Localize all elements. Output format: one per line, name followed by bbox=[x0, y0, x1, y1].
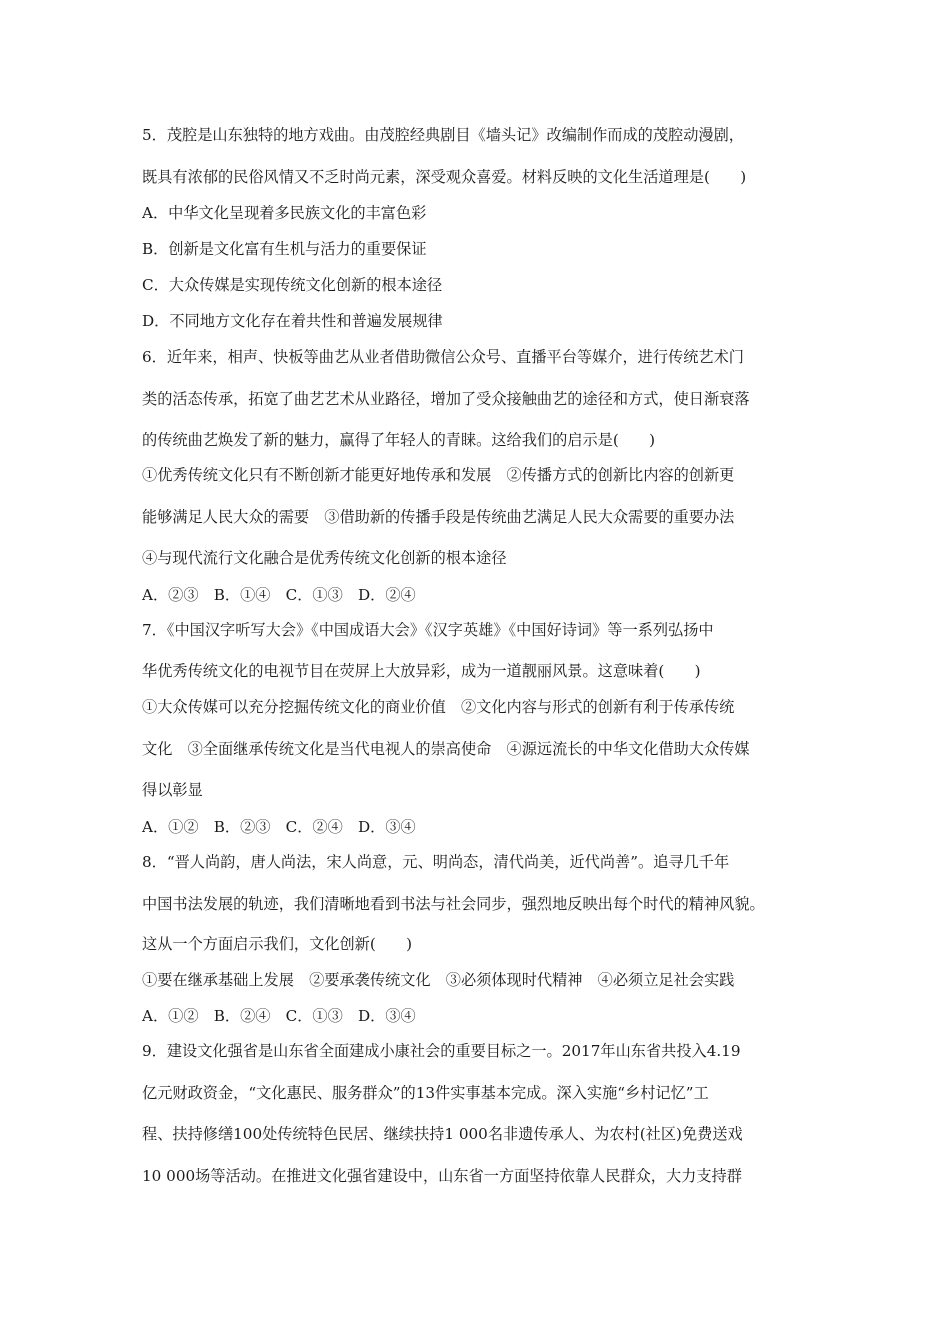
q5-line-1: 5．茂腔是山东独特的地方戏曲。由茂腔经典剧目《墙头记》改编制作而成的茂腔动漫剧， bbox=[142, 126, 744, 144]
q9-line-3: 程、扶持修缮100处传统特色民居、继续扶持1 000名非遗传承人、为农村(社区)免费送戏 bbox=[142, 1125, 743, 1143]
q5-option-d: D．不同地方文化存在着共性和普遍发展规律 bbox=[142, 312, 443, 330]
q8-line-1: 8．“晋人尚韵，唐人尚法，宋人尚意，元、明尚态，清代尚美，近代尚善”。追寻几千年 bbox=[142, 853, 730, 871]
q6-statement-line-3: ④与现代流行文化融合是优秀传统文化创新的根本途径 bbox=[142, 549, 507, 567]
q6-line-1: 6．近年来，相声、快板等曲艺从业者借助微信公众号、直播平台等媒介，进行传统艺术门 bbox=[142, 348, 744, 366]
q6-statement-line-2: 能够满足人民大众的需要 ③借助新的传播手段是传统曲艺满足人民大众需要的重要办法 bbox=[142, 508, 735, 526]
q6-line-3: 的传统曲艺焕发了新的魅力，赢得了年轻人的青睐。这给我们的启示是( ) bbox=[142, 431, 656, 449]
q8-line-3: 这从一个方面启示我们，文化创新( ) bbox=[142, 935, 413, 953]
q9-line-4: 10 000场等活动。在推进文化强省建设中，山东省一方面坚持依靠人民群众，大力支持群 bbox=[142, 1167, 742, 1185]
q7-line-2: 华优秀传统文化的电视节目在荧屏上大放异彩，成为一道靓丽风景。这意味着( ) bbox=[142, 662, 701, 680]
q7-statement-line-3: 得以彰显 bbox=[142, 781, 203, 799]
q6-statement-line-1: ①优秀传统文化只有不断创新才能更好地传承和发展 ②传播方式的创新比内容的创新更 bbox=[142, 466, 735, 484]
q6-answer-options: A．②③ B．①④ C．①③ D．②④ bbox=[142, 586, 416, 604]
q8-answer-options: A．①② B．②④ C．①③ D．③④ bbox=[142, 1007, 416, 1025]
q7-statement-line-2: 文化 ③全面继承传统文化是当代电视人的崇高使命 ④源远流长的中华文化借助大众传媒 bbox=[142, 740, 750, 758]
q9-line-2: 亿元财政资金，“文化惠民、服务群众”的13件实事基本完成。深入实施“乡村记忆”工 bbox=[142, 1084, 709, 1102]
q5-option-a: A．中华文化呈现着多民族文化的丰富色彩 bbox=[142, 204, 427, 222]
q7-line-1: 7．《中国汉字听写大会》《中国成语大会》《汉字英雄》《中国好诗词》等一系列弘扬中 bbox=[142, 621, 714, 639]
q6-line-2: 类的活态传承，拓宽了曲艺艺术从业路径，增加了受众接触曲艺的途径和方式，使日渐衰落 bbox=[142, 390, 750, 408]
q5-line-2: 既具有浓郁的民俗风情又不乏时尚元素，深受观众喜爱。材料反映的文化生活道理是( ) bbox=[142, 168, 747, 186]
q8-statements: ①要在继承基础上发展 ②要承袭传统文化 ③必须体现时代精神 ④必须立足社会实践 bbox=[142, 971, 735, 989]
q5-option-b: B．创新是文化富有生机与活力的重要保证 bbox=[142, 240, 427, 258]
q8-line-2: 中国书法发展的轨迹，我们清晰地看到书法与社会同步，强烈地反映出每个时代的精神风貌。 bbox=[142, 895, 765, 913]
q7-statement-line-1: ①大众传媒可以充分挖掘传统文化的商业价值 ②文化内容与形式的创新有利于传承传统 bbox=[142, 698, 735, 716]
q7-answer-options: A．①② B．②③ C．②④ D．③④ bbox=[142, 818, 416, 836]
q9-line-1: 9．建设文化强省是山东省全面建成小康社会的重要目标之一。2017年山东省共投入4.19 bbox=[142, 1042, 741, 1060]
q5-option-c: C．大众传媒是实现传统文化创新的根本途径 bbox=[142, 276, 443, 294]
